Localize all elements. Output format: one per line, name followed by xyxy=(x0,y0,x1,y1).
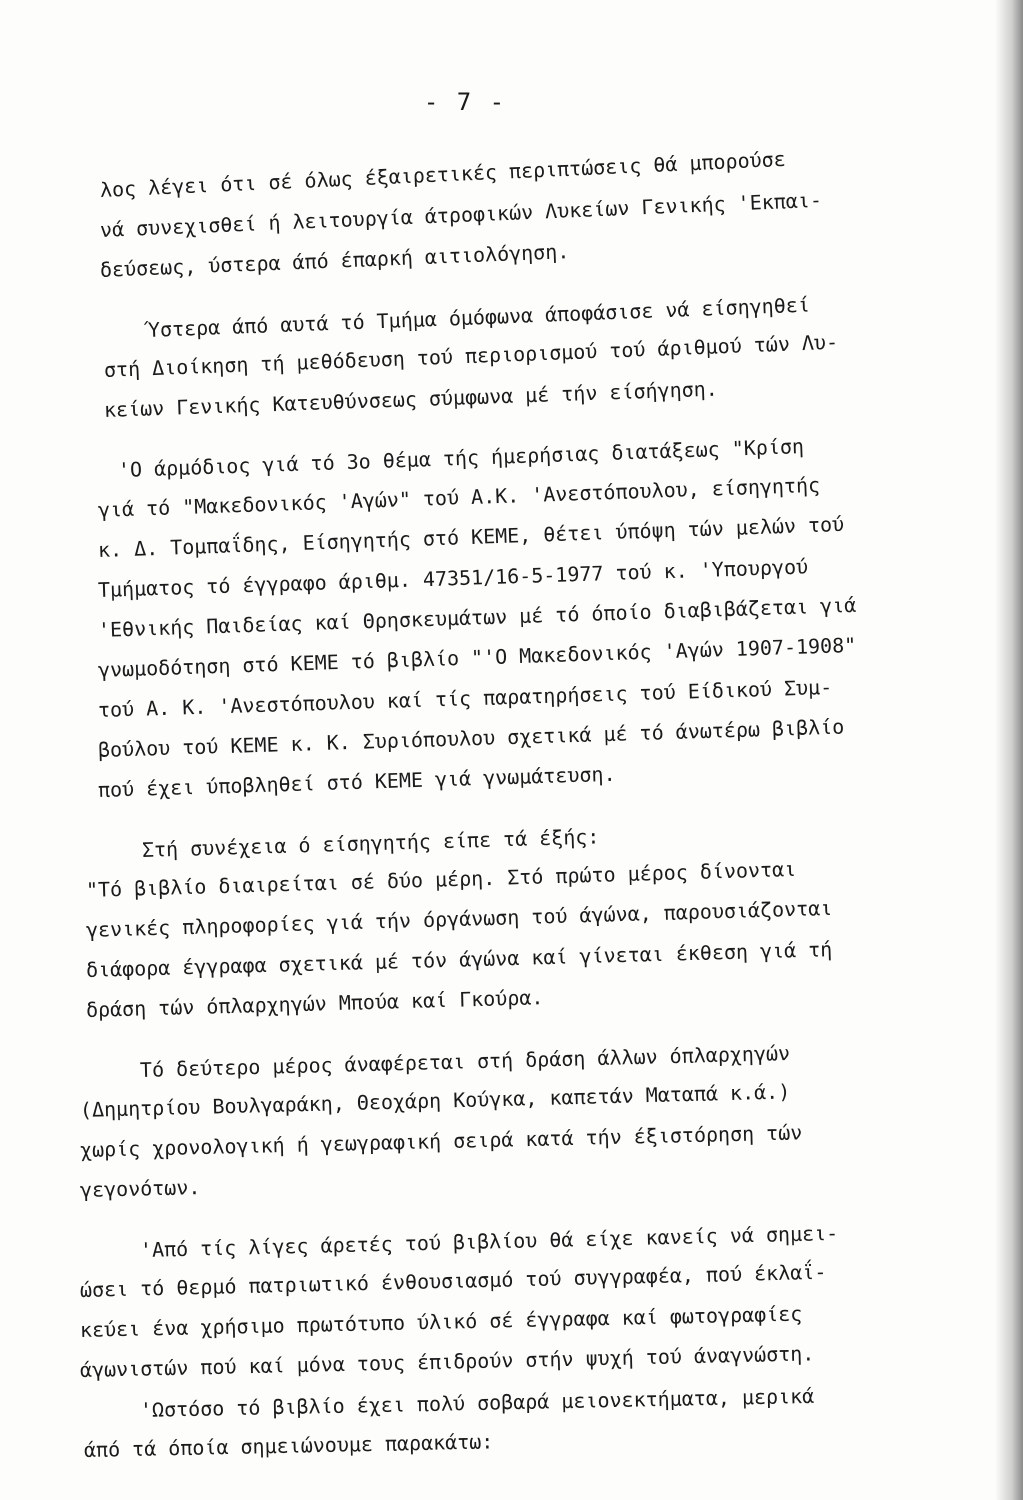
text-line: διάφορα έγγραφα σχετικά μέ τόν άγώνα καί γίνεται έκθεση γιά τή xyxy=(85,937,833,982)
text-line: κ. Δ. Τομπαΐδης, Είσηγητής στό ΚΕΜΕ, θέτει ύπόψη τών μελών τού xyxy=(97,511,845,562)
text-line-with-underlined-topic: 'Ο άρμόδιος γιά τό 3ο θέμα τής ήμερήσιας διατάξεως "Κρίση xyxy=(117,434,805,482)
text-line: νά συνεχισθεί ή λειτουργία άτροφικών Λυκείων Γενικής 'Εκπαι- xyxy=(99,187,823,242)
text-line: 'Από τίς λίγες άρετές τού βιβλίου θά είχε κανείς νά σημει- xyxy=(139,1220,839,1262)
text-line: λος λέγει ότι σέ όλως έξαιρετικές περιπτώσεις θά μπορούσε xyxy=(99,146,787,202)
text-line: στή Διοίκηση τή μεθόδευση τού περιορισμού τού άριθμού τών Λυ- xyxy=(103,329,839,382)
text-line: άγωνιστών πού καί μόνα τους έπιδρούν στήν ψυχή τού άναγνώστη. xyxy=(79,1341,815,1382)
text-line: Τό δεύτερο μέρος άναφέρεται στή δράση άλλων όπλαρχηγών xyxy=(139,1040,791,1082)
text-line: Στή συνέχεια ό είσηγητής είπε τά έξής: xyxy=(141,824,600,862)
page-number: - 7 - xyxy=(423,88,507,116)
text-line: κεύει ένα χρήσιμο πρωτότυπο ύλικό σέ έγγραφα καί φωτογραφίες xyxy=(79,1301,803,1342)
text-line: βούλου τού ΚΕΜΕ κ. Κ. Συριόπουλου σχετικά μέ τό άνωτέρω βιβλίο xyxy=(97,714,845,762)
text-line: πού έχει ύποβληθεί στό ΚΕΜΕ γιά γνωμάτευση. xyxy=(97,761,616,802)
binding-shadow xyxy=(995,0,1023,1500)
text-line: κείων Γενικής Κατευθύνσεως σύμφωνα μέ τήν είσήγηση. xyxy=(103,376,719,422)
text-line: τού Α. Κ. 'Ανεστόπουλου καί τίς παρατηρήσεις τού Είδικού Συμ- xyxy=(97,674,833,722)
text-line: γνωμοδότηση στό ΚΕΜΕ τό βιβλίο "'Ο Μακεδονικός 'Αγών 1907-1908" xyxy=(97,632,857,682)
text-line: Τμήματος τό έγγραφο άριθμ. 47351/16-5-1977 τού κ. 'Υπουργού xyxy=(97,554,809,602)
text-line: Ύστερα άπό αυτά τό Τμήμα όμόφωνα άποφάσισε νά είσηγηθεί xyxy=(147,292,811,342)
text-line: γεγονότων. xyxy=(79,1175,201,1202)
text-line: 'Ωστόσο τό βιβλίο έχει πολύ σοβαρά μειονεκτήματα, μερικά xyxy=(139,1383,815,1422)
text-line: γιά τό "Μακεδονικός 'Αγών" τού Α.Κ. 'Ανεστόπουλου, είσηγητής xyxy=(97,472,821,522)
text-line: άπό τά όποία σημειώνουμε παρακάτω: xyxy=(83,1429,494,1462)
text-line: 'Εθνικής Παιδείας καί Θρησκευμάτων μέ τό όποίο διαβιβάζεται γιά xyxy=(97,592,857,642)
text-line: γενικές πληροφορίες γιά τήν όργάνωση τού άγώνα, παρουσιάζονται xyxy=(85,895,833,942)
text-line: δράση τών όπλαρχηγών Μπούα καί Γκούρα. xyxy=(85,985,544,1022)
text-line: (Δημητρίου Βουλγαράκη, Θεοχάρη Κούγκα, καπετάν Ματαπά κ.ά.) xyxy=(79,1079,791,1122)
text-line: δεύσεως, ύστερα άπό έπαρκή αιτιολόγηση. xyxy=(99,239,570,282)
text-line: ώσει τό θερμό πατριωτικό ένθουσιασμό τού συγγραφέα, πού έκλαΐ- xyxy=(79,1259,827,1302)
text-line: "Τό βιβλίο διαιρείται σέ δύο μέρη. Στό πρώτο μέρος δίνονται xyxy=(85,856,797,902)
text-line: χωρίς χρονολογική ή γεωγραφική σειρά κατά τήν έξιστόρηση τών xyxy=(79,1120,803,1162)
